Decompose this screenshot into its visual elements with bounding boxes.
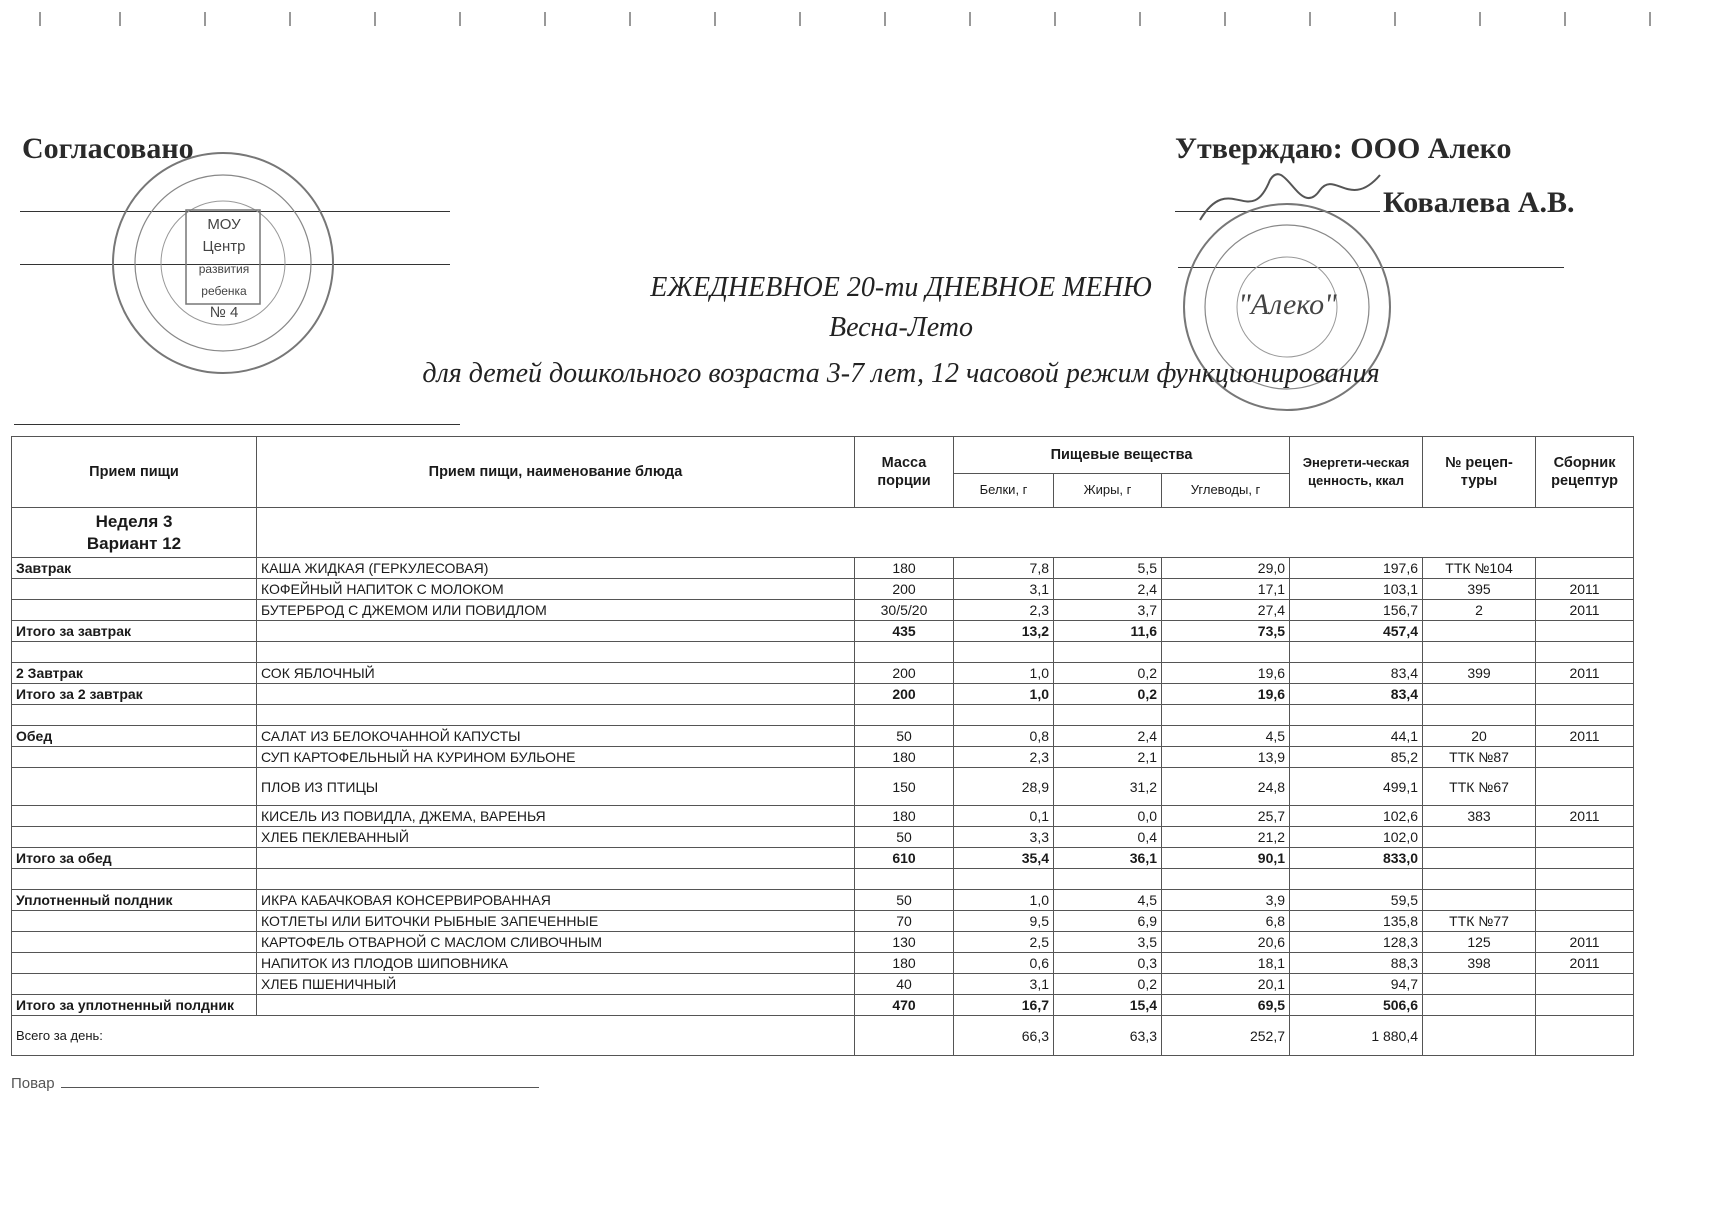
energy-cell [1290, 869, 1423, 890]
protein-cell [954, 705, 1054, 726]
recipe-cell [1423, 890, 1536, 911]
mass-cell: 50 [855, 726, 954, 747]
meal-cell [12, 579, 257, 600]
meal-cell: Обед [12, 726, 257, 747]
collection-cell [1536, 558, 1634, 579]
meal-cell [12, 768, 257, 806]
dish-cell: ПЛОВ ИЗ ПТИЦЫ [257, 768, 855, 806]
energy-cell [1290, 642, 1423, 663]
dish-cell: КОФЕЙНЫЙ НАПИТОК С МОЛОКОМ [257, 579, 855, 600]
menu-subtitle: для детей дошкольного возраста 3-7 лет, 12 часовой режим функционирования [422, 358, 1380, 389]
recipe-cell: ТТК №104 [1423, 558, 1536, 579]
dish-row [12, 890, 1634, 911]
subtotal-row [12, 621, 1634, 642]
recipe-cell: ТТК №67 [1423, 768, 1536, 806]
energy-cell: 499,1 [1290, 768, 1423, 806]
carbs-cell: 17,1 [1162, 579, 1290, 600]
collection-cell [1536, 869, 1634, 890]
protein-cell: 0,6 [954, 953, 1054, 974]
fat-cell: 0,3 [1054, 953, 1162, 974]
protein-cell: 3,1 [954, 974, 1054, 995]
mass-cell [855, 642, 954, 663]
collection-cell: 2011 [1536, 663, 1634, 684]
spacer-row [12, 642, 1634, 663]
energy-cell: 59,5 [1290, 890, 1423, 911]
collection-cell [1536, 848, 1634, 869]
energy-cell: 94,7 [1290, 974, 1423, 995]
energy-cell: 457,4 [1290, 621, 1423, 642]
recipe-cell: 383 [1423, 806, 1536, 827]
collection-cell: 2011 [1536, 600, 1634, 621]
fat-cell [1054, 705, 1162, 726]
recipe-cell: ТТК №77 [1423, 911, 1536, 932]
protein-cell: 3,1 [954, 579, 1054, 600]
meal-cell: Итого за завтрак [12, 621, 257, 642]
meal-cell: Итого за обед [12, 848, 257, 869]
mass-cell: 50 [855, 890, 954, 911]
protein-cell [954, 642, 1054, 663]
col-mass: Масса порции [855, 437, 954, 508]
day-total-recipe [1423, 1016, 1536, 1056]
week-row [12, 508, 1634, 558]
dish-row [12, 806, 1634, 827]
collection-cell [1536, 890, 1634, 911]
col-protein: Белки, г [954, 473, 1054, 508]
carbs-cell: 20,6 [1162, 932, 1290, 953]
approver-signature [1190, 160, 1390, 240]
agreed-label: Согласовано [22, 132, 194, 165]
dish-row [12, 747, 1634, 768]
cook-label: Повар [11, 1075, 55, 1092]
col-dish: Прием пищи, наименование блюда [257, 437, 855, 508]
collection-cell: 2011 [1536, 953, 1634, 974]
meal-cell: Итого за 2 завтрак [12, 684, 257, 705]
carbs-cell: 20,1 [1162, 974, 1290, 995]
protein-cell: 35,4 [954, 848, 1054, 869]
recipe-cell [1423, 621, 1536, 642]
protein-cell: 1,0 [954, 684, 1054, 705]
col-meal: Прием пищи [12, 437, 257, 508]
cook-signature-line [61, 1087, 539, 1088]
col-recipe: № рецеп-туры [1423, 437, 1536, 508]
menu-season: Весна-Лето [828, 312, 974, 343]
subtotal-row [12, 848, 1634, 869]
fat-cell: 2,4 [1054, 726, 1162, 747]
recipe-cell [1423, 827, 1536, 848]
dish-cell: САЛАТ ИЗ БЕЛОКОЧАННОЙ КАПУСТЫ [257, 726, 855, 747]
dish-cell: ХЛЕБ ПЕКЛЕВАННЫЙ [257, 827, 855, 848]
energy-cell: 102,6 [1290, 806, 1423, 827]
carbs-cell: 29,0 [1162, 558, 1290, 579]
col-collection: Сборник рецептур [1536, 437, 1634, 508]
protein-cell: 0,8 [954, 726, 1054, 747]
fat-cell: 15,4 [1054, 995, 1162, 1016]
approver-name: Ковалева А.В. [1383, 186, 1575, 219]
collection-cell: 2011 [1536, 579, 1634, 600]
dish-row [12, 768, 1634, 806]
meal-cell [12, 642, 257, 663]
energy-cell: 44,1 [1290, 726, 1423, 747]
col-nutrients: Пищевые вещества [954, 437, 1290, 474]
approve-label: Утверждаю: ООО Алеко [1175, 132, 1512, 165]
dish-cell [257, 869, 855, 890]
menu-table-header [12, 437, 1634, 508]
day-total-mass [855, 1016, 954, 1056]
recipe-cell [1423, 974, 1536, 995]
day-total-label: Всего за день: [12, 1016, 855, 1056]
fat-cell: 0,0 [1054, 806, 1162, 827]
mass-cell: 30/5/20 [855, 600, 954, 621]
meal-cell [12, 600, 257, 621]
fat-cell: 31,2 [1054, 768, 1162, 806]
mass-cell: 50 [855, 827, 954, 848]
stamp-company-name: "Алеко" [1238, 288, 1337, 321]
week-label: Неделя 3 [95, 511, 173, 531]
protein-cell: 0,1 [954, 806, 1054, 827]
mass-cell: 200 [855, 579, 954, 600]
dish-cell: СОК ЯБЛОЧНЫЙ [257, 663, 855, 684]
dish-cell: ХЛЕБ ПШЕНИЧНЫЙ [257, 974, 855, 995]
mass-cell: 150 [855, 768, 954, 806]
meal-cell: 2 Завтрак [12, 663, 257, 684]
mass-cell: 180 [855, 953, 954, 974]
energy-cell: 85,2 [1290, 747, 1423, 768]
dish-cell: НАПИТОК ИЗ ПЛОДОВ ШИПОВНИКА [257, 953, 855, 974]
carbs-cell: 4,5 [1162, 726, 1290, 747]
dish-cell: КОТЛЕТЫ ИЛИ БИТОЧКИ РЫБНЫЕ ЗАПЕЧЕННЫЕ [257, 911, 855, 932]
carbs-cell: 13,9 [1162, 747, 1290, 768]
day-total-carbs: 252,7 [1162, 1016, 1290, 1056]
fat-cell: 0,2 [1054, 974, 1162, 995]
dish-row [12, 579, 1634, 600]
subtotal-row [12, 684, 1634, 705]
protein-cell: 2,3 [954, 600, 1054, 621]
dish-cell: СУП КАРТОФЕЛЬНЫЙ НА КУРИНОМ БУЛЬОНЕ [257, 747, 855, 768]
mass-cell: 70 [855, 911, 954, 932]
fat-cell: 2,1 [1054, 747, 1162, 768]
fat-cell: 3,7 [1054, 600, 1162, 621]
col-energy: Энергети-ческая ценность, ккал [1290, 437, 1423, 508]
week-cell [12, 508, 257, 558]
day-total-fat: 63,3 [1054, 1016, 1162, 1056]
protein-cell: 2,5 [954, 932, 1054, 953]
dish-row [12, 726, 1634, 747]
recipe-cell: 399 [1423, 663, 1536, 684]
fat-cell: 3,5 [1054, 932, 1162, 953]
carbs-cell: 19,6 [1162, 684, 1290, 705]
carbs-cell: 18,1 [1162, 953, 1290, 974]
fat-cell: 5,5 [1054, 558, 1162, 579]
recipe-cell: 2 [1423, 600, 1536, 621]
day-total-collection [1536, 1016, 1634, 1056]
stamp-line-1: МОУ Центр [202, 216, 246, 255]
recipe-cell [1423, 684, 1536, 705]
mass-cell [855, 705, 954, 726]
carbs-cell: 25,7 [1162, 806, 1290, 827]
meal-cell [12, 911, 257, 932]
fat-cell: 0,2 [1054, 684, 1162, 705]
dish-cell [257, 705, 855, 726]
spacer-row [12, 705, 1634, 726]
fat-cell [1054, 869, 1162, 890]
carbs-cell: 24,8 [1162, 768, 1290, 806]
carbs-cell: 73,5 [1162, 621, 1290, 642]
day-total-energy: 1 880,4 [1290, 1016, 1423, 1056]
mass-cell: 435 [855, 621, 954, 642]
recipe-cell [1423, 705, 1536, 726]
mass-cell: 200 [855, 684, 954, 705]
collection-cell [1536, 642, 1634, 663]
subtotal-row [12, 995, 1634, 1016]
fat-cell: 6,9 [1054, 911, 1162, 932]
dish-cell [257, 621, 855, 642]
collection-cell [1536, 768, 1634, 806]
dish-row [12, 827, 1634, 848]
protein-cell: 1,0 [954, 663, 1054, 684]
dish-row [12, 663, 1634, 684]
collection-cell: 2011 [1536, 932, 1634, 953]
energy-cell: 83,4 [1290, 684, 1423, 705]
mass-cell: 180 [855, 747, 954, 768]
energy-cell: 128,3 [1290, 932, 1423, 953]
collection-cell [1536, 684, 1634, 705]
carbs-cell [1162, 705, 1290, 726]
carbs-cell: 3,9 [1162, 890, 1290, 911]
dish-cell [257, 848, 855, 869]
meal-cell [12, 705, 257, 726]
stamp-line-3: № 4 [209, 304, 239, 321]
dish-cell: КАША ЖИДКАЯ (ГЕРКУЛЕСОВАЯ) [257, 558, 855, 579]
meal-cell [12, 747, 257, 768]
fat-cell: 36,1 [1054, 848, 1162, 869]
protein-cell: 1,0 [954, 890, 1054, 911]
carbs-cell: 6,8 [1162, 911, 1290, 932]
recipe-cell: 395 [1423, 579, 1536, 600]
recipe-cell [1423, 869, 1536, 890]
dish-cell [257, 995, 855, 1016]
energy-cell: 83,4 [1290, 663, 1423, 684]
mass-cell [855, 869, 954, 890]
recipe-cell: 398 [1423, 953, 1536, 974]
energy-cell: 156,7 [1290, 600, 1423, 621]
meal-cell [12, 953, 257, 974]
dish-row [12, 911, 1634, 932]
meal-cell: Уплотненный полдник [12, 890, 257, 911]
mass-cell: 40 [855, 974, 954, 995]
dish-row [12, 932, 1634, 953]
recipe-cell: 125 [1423, 932, 1536, 953]
variant-label: Вариант 12 [86, 533, 182, 553]
recipe-cell [1423, 642, 1536, 663]
collection-cell [1536, 827, 1634, 848]
protein-cell: 2,3 [954, 747, 1054, 768]
menu-title: ЕЖЕДНЕВНОЕ 20-ти ДНЕВНОЕ МЕНЮ [650, 272, 1152, 303]
carbs-cell: 21,2 [1162, 827, 1290, 848]
collection-cell: 2011 [1536, 806, 1634, 827]
mass-cell: 130 [855, 932, 954, 953]
energy-cell: 833,0 [1290, 848, 1423, 869]
recipe-cell: ТТК №87 [1423, 747, 1536, 768]
mass-cell: 200 [855, 663, 954, 684]
energy-cell: 103,1 [1290, 579, 1423, 600]
stamp-line-2: развития ребенка [198, 262, 250, 298]
week-row-empty [257, 508, 1634, 558]
fat-cell: 0,2 [1054, 663, 1162, 684]
collection-cell [1536, 621, 1634, 642]
dish-cell: ИКРА КАБАЧКОВАЯ КОНСЕРВИРОВАННАЯ [257, 890, 855, 911]
fat-cell: 11,6 [1054, 621, 1162, 642]
dish-row [12, 974, 1634, 995]
carbs-cell: 19,6 [1162, 663, 1290, 684]
fat-cell [1054, 642, 1162, 663]
col-carbs: Углеводы, г [1162, 473, 1290, 508]
energy-cell [1290, 705, 1423, 726]
dish-cell [257, 684, 855, 705]
carbs-cell: 69,5 [1162, 995, 1290, 1016]
meal-cell [12, 806, 257, 827]
dish-row [12, 953, 1634, 974]
collection-cell [1536, 747, 1634, 768]
day-total-protein: 66,3 [954, 1016, 1054, 1056]
fat-cell: 0,4 [1054, 827, 1162, 848]
energy-cell: 135,8 [1290, 911, 1423, 932]
protein-cell: 28,9 [954, 768, 1054, 806]
meal-cell [12, 869, 257, 890]
fat-cell: 4,5 [1054, 890, 1162, 911]
protein-cell: 9,5 [954, 911, 1054, 932]
dish-cell [257, 642, 855, 663]
protein-cell: 7,8 [954, 558, 1054, 579]
spacer-row [12, 869, 1634, 890]
menu-table [11, 436, 1634, 1056]
collection-cell [1536, 995, 1634, 1016]
energy-cell: 88,3 [1290, 953, 1423, 974]
carbs-cell [1162, 642, 1290, 663]
agreed-signature-line-3 [14, 424, 460, 425]
protein-cell: 13,2 [954, 621, 1054, 642]
carbs-cell [1162, 869, 1290, 890]
dish-cell: КИСЕЛЬ ИЗ ПОВИДЛА, ДЖЕМА, ВАРЕНЬЯ [257, 806, 855, 827]
protein-cell: 16,7 [954, 995, 1054, 1016]
col-fat: Жиры, г [1054, 473, 1162, 508]
mass-cell: 610 [855, 848, 954, 869]
menu-table-body [12, 508, 1634, 1016]
dish-row [12, 600, 1634, 621]
collection-cell [1536, 911, 1634, 932]
collection-cell: 2011 [1536, 726, 1634, 747]
mass-cell: 470 [855, 995, 954, 1016]
recipe-cell [1423, 848, 1536, 869]
collection-cell [1536, 974, 1634, 995]
dish-row [12, 558, 1634, 579]
meal-cell: Итого за уплотненный полдник [12, 995, 257, 1016]
fat-cell: 2,4 [1054, 579, 1162, 600]
mass-cell: 180 [855, 558, 954, 579]
meal-cell [12, 932, 257, 953]
energy-cell: 102,0 [1290, 827, 1423, 848]
day-total-row [12, 1016, 1634, 1056]
mass-cell: 180 [855, 806, 954, 827]
carbs-cell: 27,4 [1162, 600, 1290, 621]
dish-cell: КАРТОФЕЛЬ ОТВАРНОЙ С МАСЛОМ СЛИВОЧНЫМ [257, 932, 855, 953]
dish-cell: БУТЕРБРОД С ДЖЕМОМ ИЛИ ПОВИДЛОМ [257, 600, 855, 621]
collection-cell [1536, 705, 1634, 726]
protein-cell [954, 869, 1054, 890]
meal-cell [12, 827, 257, 848]
cook-signature [11, 1075, 539, 1092]
carbs-cell: 90,1 [1162, 848, 1290, 869]
recipe-cell [1423, 995, 1536, 1016]
meal-cell: Завтрак [12, 558, 257, 579]
energy-cell: 506,6 [1290, 995, 1423, 1016]
meal-cell [12, 974, 257, 995]
scan-tick-marks [0, 0, 1722, 40]
protein-cell: 3,3 [954, 827, 1054, 848]
energy-cell: 197,6 [1290, 558, 1423, 579]
recipe-cell: 20 [1423, 726, 1536, 747]
